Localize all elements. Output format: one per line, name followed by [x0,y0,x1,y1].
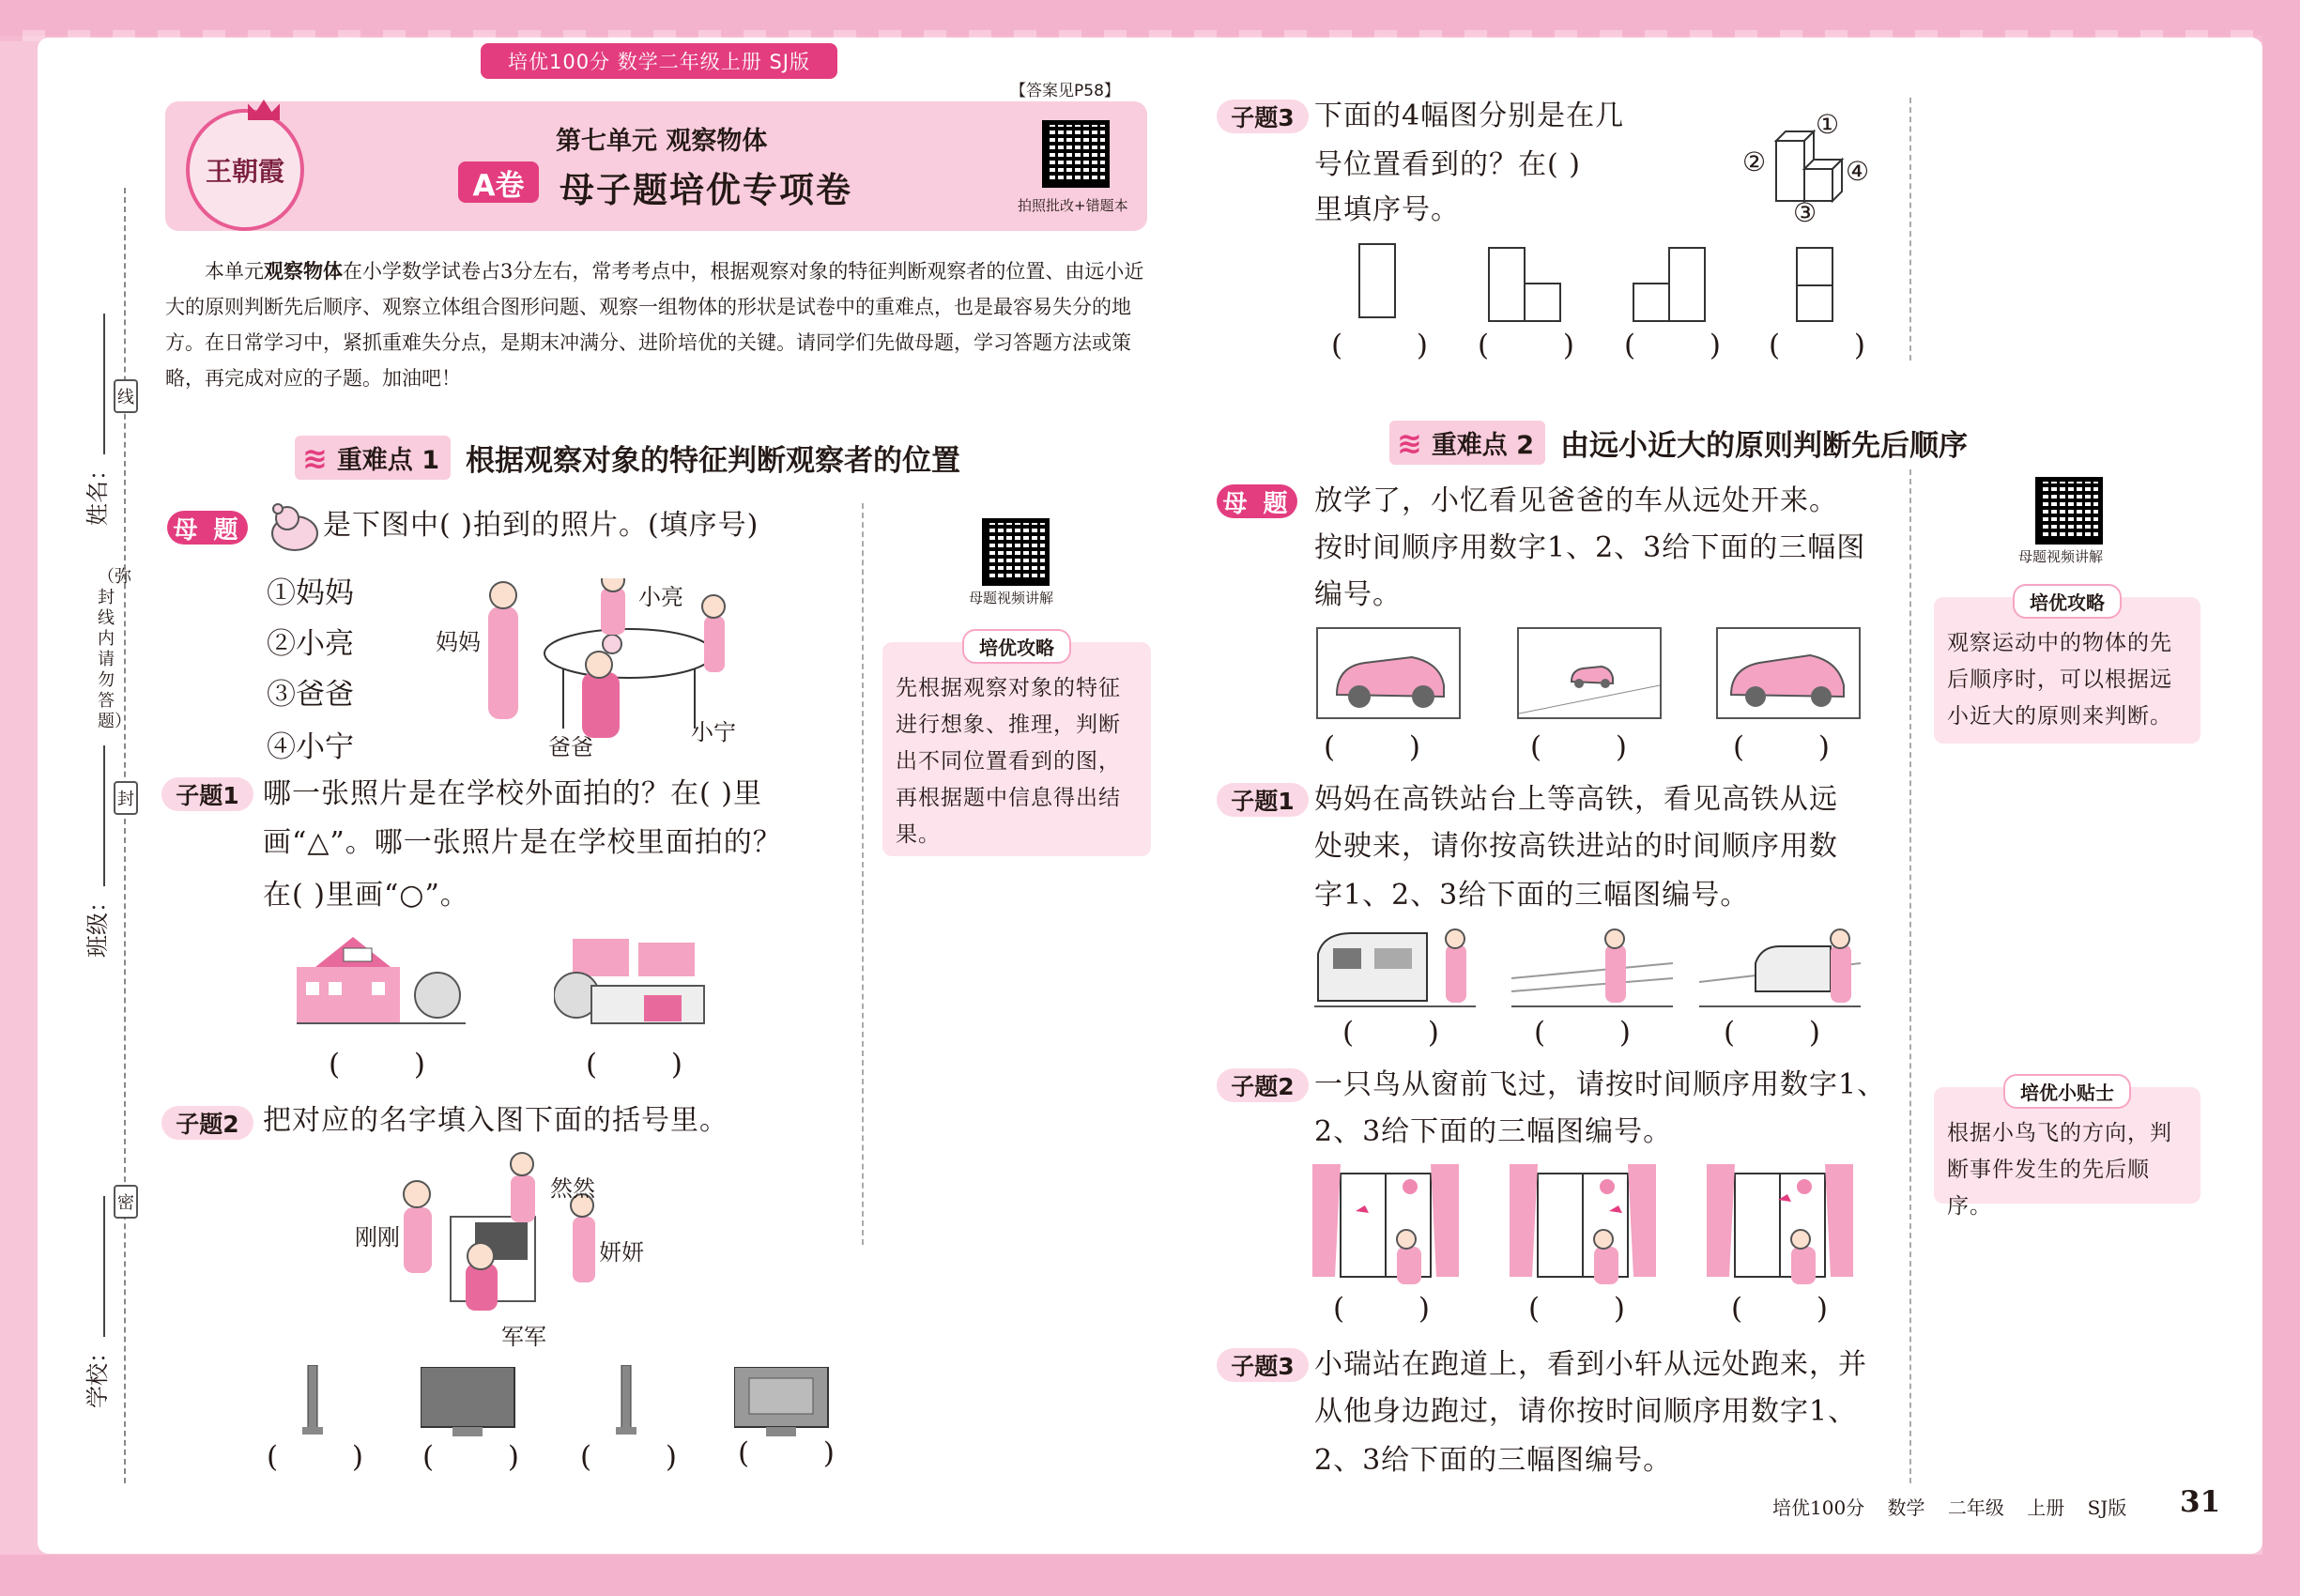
tv-side-view [302,1365,325,1436]
answer-paren[interactable]: ( ) [738,1436,836,1470]
car-middle-picture [1716,627,1861,719]
brand-logo: 王朝霞 [186,109,304,231]
school-field[interactable]: 学校： [79,1196,112,1408]
answer-paren[interactable]: ( ) [580,1440,678,1474]
view-figure-b [1487,246,1564,323]
tip-text: 根据小鸟飞的方向，判断事件发生的先后顺序。 [1947,1121,2172,1219]
answer-paren[interactable]: ( ) [1769,329,1866,362]
option-1: ①妈妈 [267,576,354,610]
label-ranran: 然然 [550,1175,595,1202]
bird-window-picture [1707,1164,1853,1286]
tv-front-view [421,1367,518,1436]
subquestion-1-line-1: 妈妈在高铁站台上等高铁，看见高铁从远 [1314,783,1838,816]
margin-note: （弥封线内请勿答题） [98,567,131,731]
subquestion-3-tag: 子题3 [1217,100,1309,133]
subquestion-3-line-3: 2、3给下面的三幅图编号。 [1314,1444,1673,1477]
dense-mark: 密 [114,1185,138,1219]
tip-text: 观察运动中的物体的先后顺序时，可以根据远小近大的原则来判断。 [1947,631,2172,729]
qr-code-icon[interactable] [982,518,1050,586]
qr-caption: 母题视频讲解 [969,590,1054,606]
car-near-picture [1316,627,1461,719]
answer-paren[interactable]: ( ) [1333,1292,1431,1326]
position-mark-3: ③ [1793,197,1817,228]
mother-question-tag: 母 题 [167,511,248,545]
subquestion-2-line-2: 2、3给下面的三幅图编号。 [1314,1115,1673,1148]
answer-paren[interactable]: ( ) [1324,730,1421,764]
seal-mark: 封 [114,781,138,815]
answer-paren[interactable]: ( ) [1724,1016,1821,1050]
unit-title: 第七单元 观察物体 [556,127,768,156]
school-inside-photo [554,929,713,1033]
volume-badge: A卷 [458,161,539,203]
mother-question-tag: 母 题 [1217,484,1297,518]
subquestion-3-line-3: 里填序号。 [1314,193,1460,226]
answer-paren[interactable]: ( ) [1478,329,1575,362]
divider [862,503,864,1245]
option-4: ④小宁 [267,730,354,764]
label-junjun: 军军 [501,1324,546,1350]
name-field[interactable]: 姓名： [79,314,112,526]
answer-paren[interactable]: ( ) [1733,730,1831,764]
option-3: ③爸爸 [267,678,354,712]
subquestion-1-tag: 子题1 [1217,783,1309,817]
answer-paren[interactable]: ( ) [1731,1292,1829,1326]
car-far-picture [1517,627,1662,719]
wave-icon: ≋ [302,439,328,476]
tip-box [1934,1082,2200,1219]
school-outside-photo [297,929,466,1033]
section-heading-2: ≋ 重难点 2 由远小近大的原则判断先后顺序 [1389,421,1968,465]
subquestion-1-line-2: 画“△”。哪一张照片是在学校里面拍的？ [263,826,782,859]
answer-paren[interactable]: ( ) [1534,1016,1632,1050]
view-figure-c [1632,246,1709,323]
label-xiaoning: 小宁 [691,719,736,745]
qr-caption: 母题视频讲解 [2018,548,2104,565]
page-number: 31 [2180,1485,2221,1519]
series-tab: 培优100分 数学二年级上册 SJ版 [481,43,837,79]
tip-box [882,637,1151,856]
bird-window-picture [1312,1164,1459,1286]
label-ganggang: 刚刚 [355,1224,400,1251]
mother-question-line-1: 放学了，小忆看见爸爸的车从远处开来。 [1314,484,1838,517]
subquestion-1-line-2: 处驶来，请你按高铁进站的时间顺序用数 [1314,830,1838,863]
page-footer: 培优100分 数学 二年级 上册 SJ版 [1772,1496,2127,1519]
answer-reference: 【答案见P58】 [1010,82,1120,100]
answer-paren[interactable]: ( ) [1528,1292,1626,1326]
answer-paren[interactable]: ( ) [1530,730,1628,764]
subquestion-1-tag: 子题1 [161,777,253,811]
subquestion-2-line-1: 一只鸟从窗前飞过，请按时间顺序用数字1、 [1314,1068,1887,1101]
section-heading-1: ≋ 重难点 1 根据观察对象的特征判断观察者的位置 [295,436,960,480]
subquestion-2-text: 把对应的名字填入图下面的括号里。 [263,1104,728,1137]
label-mom: 妈妈 [436,629,481,655]
tip-title: 培优小贴士 [2003,1074,2131,1109]
subquestion-1-line-3: 字1、2、3给下面的三幅图编号。 [1314,879,1750,912]
answer-paren[interactable]: ( ) [1331,329,1429,362]
label-dad: 爸爸 [548,734,593,760]
divider [1909,469,1911,1483]
qr-code-icon[interactable] [2035,477,2103,545]
wave-icon: ≋ [1397,424,1422,461]
answer-paren[interactable]: ( ) [586,1048,683,1082]
subquestion-3-line-1: 下面的4幅图分别是在几 [1314,100,1625,132]
subquestion-3-line-2: 从他身边跑过，请你按时间顺序用数字1、 [1314,1395,1858,1428]
subquestion-3-line-1: 小瑞站在跑道上，看到小轩从远处跑来，并 [1314,1348,1867,1381]
paper-title: 母子题培优专项卷 [560,170,852,210]
train-middle-picture [1699,926,1861,1010]
tip-text: 先根据观察对象的特征进行想象、推理，判断出不同位置看到的图，再根据题中信息得出结果。 [896,676,1121,847]
subquestion-3-line-2: 号位置看到的？在( ) [1314,148,1581,181]
train-near-picture [1314,926,1476,1010]
answer-paren[interactable]: ( ) [1624,329,1722,362]
view-figure-d [1795,246,1836,325]
bottom-border [0,1555,2300,1596]
tip-title: 培优攻略 [962,629,1071,664]
train-far-picture [1511,926,1673,1010]
position-mark-2: ② [1742,146,1767,177]
answer-paren[interactable]: ( ) [267,1440,364,1474]
class-field[interactable]: 班级： [79,745,112,958]
qr-code-icon[interactable] [1042,120,1110,188]
subquestion-3-tag: 子题3 [1217,1348,1309,1382]
top-border [0,0,2300,36]
mother-question-text: 是下图中( )拍到的照片。(填序号) [323,509,759,542]
tip-box [1934,591,2200,744]
subquestion-2-tag: 子题2 [1217,1068,1309,1102]
tv-back-view [734,1367,832,1436]
view-figure-a [1357,242,1399,321]
intro-paragraph: 本单元观察物体在小学数学试卷占3分左右，常考考点中，根据观察对象的特征判断观察者的位置、由远小近大的原则判断先后顺序、观察立体组合图形问题、观察一组物体的形状是试卷中的重难点，也是最容易失分的地方。在日常学习中，紧抓重难失分点，是期末冲满分、进阶培优的关键。请同学们先做母题，学习答题方法或策略，再完成对应的子题。加油吧！ [165,259,1144,390]
subquestion-1-line-1: 哪一张照片是在学校外面拍的？在( )里 [263,777,762,810]
position-mark-4: ④ [1846,156,1870,187]
mother-question-line-2: 按时间顺序用数字1、2、3给下面的三幅图 [1314,531,1866,564]
qr-caption: 拍照批改+错题本 [1018,197,1128,214]
bird-window-picture [1510,1164,1656,1286]
subquestion-1-line-3: 在( )里画“○”。 [263,879,469,912]
label-xiaoliang: 小亮 [638,584,683,610]
header-card [165,101,1147,231]
tip-title: 培优攻略 [2013,584,2122,619]
option-2: ②小亮 [267,627,354,661]
subquestion-2-tag: 子题2 [161,1106,253,1140]
right-border [2262,0,2300,1596]
line-mark: 线 [114,379,138,413]
mother-question-line-3: 编号。 [1314,578,1402,611]
teddy-bear-icon [267,503,323,552]
answer-paren[interactable]: ( ) [1342,1016,1440,1050]
label-yanyan: 妍妍 [599,1239,644,1266]
answer-paren[interactable]: ( ) [329,1048,426,1082]
divider [1909,98,1911,361]
answer-paren[interactable]: ( ) [422,1440,520,1474]
position-mark-1: ① [1816,109,1840,140]
tv-side-view [616,1365,638,1436]
crown-icon [248,100,280,120]
